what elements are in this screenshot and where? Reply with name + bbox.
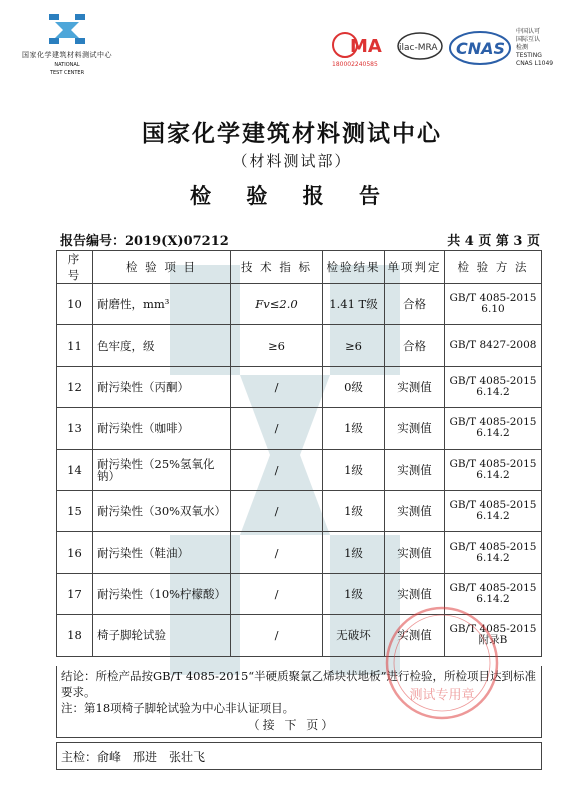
cert-note — [516, 28, 553, 68]
cell-item: 耐污染性（鞋油） — [93, 532, 231, 573]
cell-result: 1级 — [323, 573, 385, 614]
cell-no: 15 — [57, 490, 93, 531]
cell-spec: / — [231, 490, 323, 531]
cell-no: 16 — [57, 532, 93, 573]
col-header: 序 号 — [57, 251, 93, 284]
doc-title: 检 验 报 告 — [190, 183, 394, 208]
ntc-logo-icon — [47, 12, 87, 46]
signer-line: 主检：俞峰 邢进 张壮飞 — [56, 742, 542, 770]
cell-no: 11 — [57, 325, 93, 366]
cell-spec: / — [231, 532, 323, 573]
cell-method: GB/T 4085-2015 6.14.2 — [445, 408, 542, 449]
report-meta — [60, 230, 540, 249]
cell-method: GB/T 4085-2015 6.14.2 — [445, 449, 542, 490]
cell-method: GB/T 4085-2015 6.14.2 — [445, 532, 542, 573]
table-row — [57, 532, 542, 573]
cnas-icon — [448, 30, 512, 70]
cell-method: GB/T 4085-2015 6.14.2 — [445, 366, 542, 407]
table-row — [57, 366, 542, 407]
col-header: 检验结果 — [323, 251, 385, 284]
col-header: 单项判定 — [385, 251, 445, 284]
cell-judge: 实测值 — [385, 449, 445, 490]
cell-result: 1级 — [323, 490, 385, 531]
ilac-icon — [395, 30, 445, 70]
cell-result: 0级 — [323, 366, 385, 407]
cell-method: GB/T 8427-2008 — [445, 325, 542, 366]
cert-note-line: CNAS L1049 — [516, 60, 554, 67]
report-header — [0, 0, 584, 100]
cell-result: 无破坏 — [323, 615, 385, 656]
cell-item: 耐污染性（丙酮） — [93, 366, 231, 407]
cell-spec: / — [231, 366, 323, 407]
conclusion-text: 结论：所检产品按GB/T 4085-2015“半硬质聚氯乙烯块状地板”进行检验，所检项目达到标准要求。 — [61, 669, 537, 699]
cell-item: 耐污染性（咖啡） — [93, 408, 231, 449]
cell-result: 1级 — [323, 532, 385, 573]
cma-icon — [330, 30, 390, 68]
cnas-mark — [448, 30, 512, 74]
cell-method: GB/T 4085-2015 6.14.2 — [445, 573, 542, 614]
cell-spec: / — [231, 449, 323, 490]
org-logo-en2: TEST CENTER — [49, 70, 85, 76]
cma-mark — [330, 30, 390, 72]
cert-note-line: TESTING — [516, 52, 542, 59]
cert-note-line: 检测 — [516, 44, 529, 51]
cell-item: 椅子脚轮试验 — [93, 615, 231, 656]
table-row — [57, 325, 542, 366]
cell-result: 1.41 T级 — [323, 284, 385, 325]
org-logo-en1: NATIONAL — [54, 62, 80, 68]
cell-judge: 实测值 — [385, 366, 445, 407]
conclusion-note: 注：第18项椅子脚轮试验为中心非认证项目。 — [61, 701, 295, 715]
cell-spec: / — [231, 408, 323, 449]
cell-item: 耐污染性（10%柠檬酸） — [93, 573, 231, 614]
ilac-label: ilac-MRA — [399, 43, 438, 53]
cell-item: 耐磨性，mm³ — [93, 284, 231, 325]
cell-item: 色牢度，级 — [93, 325, 231, 366]
report-number: 报告编号：2019(X)07212 — [60, 234, 229, 249]
cell-method: GB/T 4085-2015 6.14.2 — [445, 490, 542, 531]
cell-item: 耐污染性（25%氢氧化钠） — [93, 449, 231, 490]
cell-spec: / — [231, 573, 323, 614]
sub-title: （材料测试部） — [232, 152, 352, 170]
cell-judge: 实测值 — [385, 532, 445, 573]
col-header: 检 验 项 目 — [93, 251, 231, 284]
table-row — [57, 449, 542, 490]
org-logo-cn: 国家化学建筑材料测试中心 — [22, 51, 112, 59]
cell-no: 17 — [57, 573, 93, 614]
table-row — [57, 490, 542, 531]
results-table — [56, 250, 542, 657]
cell-judge: 实测值 — [385, 408, 445, 449]
cell-result: ≥6 — [323, 325, 385, 366]
cell-no: 13 — [57, 408, 93, 449]
cell-judge: 合格 — [385, 284, 445, 325]
table-row — [57, 408, 542, 449]
cell-spec: ≥6 — [231, 325, 323, 366]
cert-note-line: 中国认可 — [516, 28, 541, 35]
cell-spec: / — [231, 615, 323, 656]
cell-judge: 实测值 — [385, 615, 445, 656]
stamp-text: 测试专用章 — [409, 688, 475, 703]
cell-no: 10 — [57, 284, 93, 325]
cell-spec: Fv≤2.0 — [231, 284, 323, 325]
cell-judge: 实测值 — [385, 573, 445, 614]
col-header: 技 术 指 标 — [231, 251, 323, 284]
cell-method: GB/T 4085-2015 6.10 — [445, 284, 542, 325]
page-indicator: 共 4 页 第 3 页 — [447, 234, 540, 249]
cell-result: 1级 — [323, 408, 385, 449]
ilac-mark — [395, 30, 445, 74]
cell-judge: 实测值 — [385, 490, 445, 531]
cell-result: 1级 — [323, 449, 385, 490]
table-header-row — [57, 251, 542, 284]
continued-marker: （接 下 页） — [247, 718, 337, 732]
cell-method: GB/T 4085-2015 附录B — [445, 615, 542, 656]
cell-no: 14 — [57, 449, 93, 490]
cell-item: 耐污染性（30%双氧水） — [93, 490, 231, 531]
org-logo — [22, 12, 112, 76]
table-row — [57, 284, 542, 325]
cell-no: 18 — [57, 615, 93, 656]
main-title: 国家化学建筑材料测试中心 — [142, 120, 442, 147]
cnas-label: CNAS — [456, 39, 506, 58]
stamp-seal-icon — [383, 604, 501, 722]
cma-number: 180002240585 — [332, 61, 378, 68]
cell-no: 12 — [57, 366, 93, 407]
cert-note-line: 国际互认 — [516, 36, 541, 43]
cell-judge: 合格 — [385, 325, 445, 366]
cma-label: MA — [350, 36, 382, 57]
col-header: 检 验 方 法 — [445, 251, 542, 284]
